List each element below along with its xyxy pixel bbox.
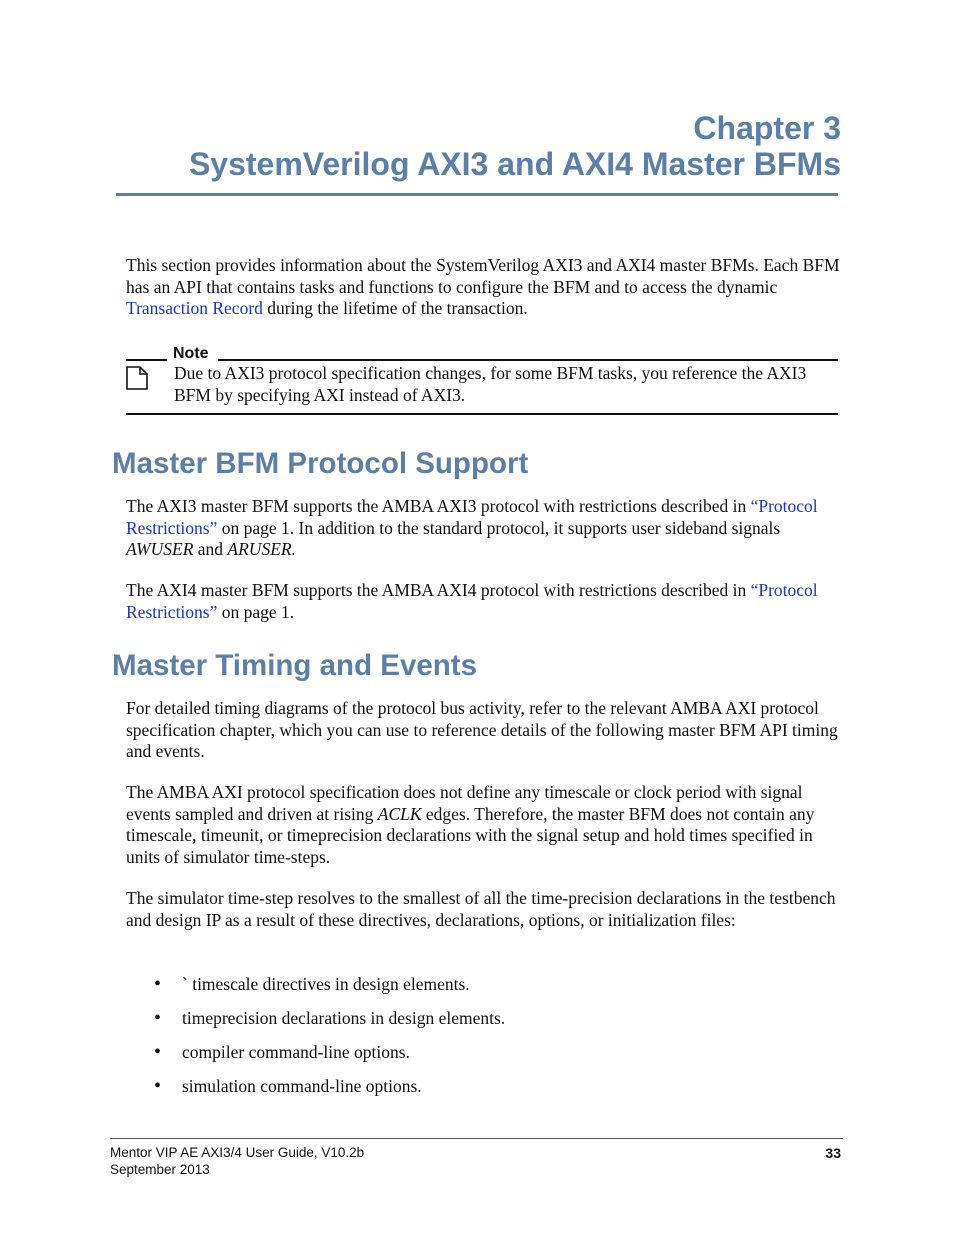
transaction-record-link[interactable]: Transaction Record — [126, 298, 263, 319]
page-number: 33 — [825, 1145, 841, 1161]
footer-date: September 2013 — [110, 1161, 210, 1177]
protocol-support-paragraph-2 — [126, 580, 842, 623]
note-top-rule-right — [218, 359, 838, 361]
protocol-restrictions-link[interactable]: “Protocol Restrictions” — [126, 496, 818, 538]
timing-paragraph-3: The simulator time-step resolves to the smallest of all the time-precision declarations in the testbench and design IP as a result of these directives, declarations, options, or initialization files: — [126, 888, 836, 930]
p1-text-3: and — [193, 539, 228, 560]
list-item — [154, 1040, 794, 1074]
list-item — [154, 972, 794, 1006]
note-text: Due to AXI3 protocol specification changes, for some BFM tasks, you reference the AXI3 BFM by specifying AXI instead of AXI3. — [174, 363, 807, 405]
bullet-text: ` timescale directives in design elements. — [182, 974, 470, 994]
bullet-icon: • — [154, 973, 162, 995]
section-heading-timing-events: Master Timing and Events — [112, 649, 478, 682]
intro-text-1: This section provides information about the SystemVerilog AXI3 and AXI4 master BFMs. Each BFM has an API that contains tasks and functions to configure the BFM and to access the dynamic — [126, 255, 840, 297]
section-heading-protocol-support: Master BFM Protocol Support — [112, 447, 529, 480]
bullet-text: timeprecision declarations in design elements. — [182, 1008, 506, 1028]
chapter-number: Chapter 3 — [693, 110, 841, 146]
list-item — [154, 1074, 794, 1108]
footer-info — [110, 1145, 364, 1178]
bullet-icon: • — [154, 1041, 162, 1063]
aclk-signal: ACLK — [377, 803, 422, 824]
aruser-signal: ARUSER. — [227, 539, 296, 560]
note-top-rule-left — [126, 359, 167, 361]
protocol-restrictions-link-2[interactable]: “Protocol Restrictions” — [126, 580, 818, 622]
t2-text-1: The AMBA AXI protocol specification does not define any timescale or clock period with signal events sampled and driven at rising — [126, 782, 803, 824]
note-label: Note — [173, 345, 209, 362]
bullet-icon: • — [154, 1007, 162, 1029]
p1-text-2: on page 1. In addition to the standard protocol, it supports user sideband signals — [217, 517, 781, 538]
t2-text-2: edges. Therefore, the master BFM does not contain any timescale, timeunit, or timeprecision declarations with the signal setup and hold times specified in units of simulator time-steps. — [126, 803, 815, 867]
timing-paragraph-1: For detailed timing diagrams of the protocol bus activity, refer to the relevant AMBA AXI protocol specification chapter, which you can use to reference details of the following master BFM API timing and events. — [126, 698, 838, 762]
intro-paragraph — [126, 255, 842, 320]
footer-guide-title: Mentor VIP AE AXI3/4 User Guide, V10.2b — [110, 1145, 365, 1160]
chapter-title — [116, 110, 841, 182]
footer-rule — [110, 1138, 843, 1139]
p2-text-1: The AXI4 master BFM supports the AMBA AXI4 protocol with restrictions described in — [126, 580, 751, 600]
p1-text-1: The AXI3 master BFM supports the AMBA AXI3 protocol with restrictions described in — [126, 496, 751, 516]
awuser-signal: AWUSER — [126, 539, 194, 560]
protocol-support-paragraph-1 — [126, 496, 842, 561]
bullet-icon: • — [154, 1075, 162, 1097]
bullet-text: compiler command-line options. — [182, 1042, 410, 1062]
intro-text-2: during the lifetime of the transaction. — [262, 298, 528, 319]
timing-paragraph-2 — [126, 782, 842, 868]
bullet-text: simulation command-line options. — [182, 1076, 422, 1096]
bullet-list — [154, 972, 794, 1108]
note-bottom-rule — [126, 413, 838, 415]
note-page-icon — [126, 366, 148, 390]
chapter-rule — [116, 193, 838, 196]
p2-text-2: on page 1. — [217, 601, 295, 622]
chapter-name: SystemVerilog AXI3 and AXI4 Master BFMs — [188, 146, 841, 182]
list-item — [154, 1006, 794, 1040]
